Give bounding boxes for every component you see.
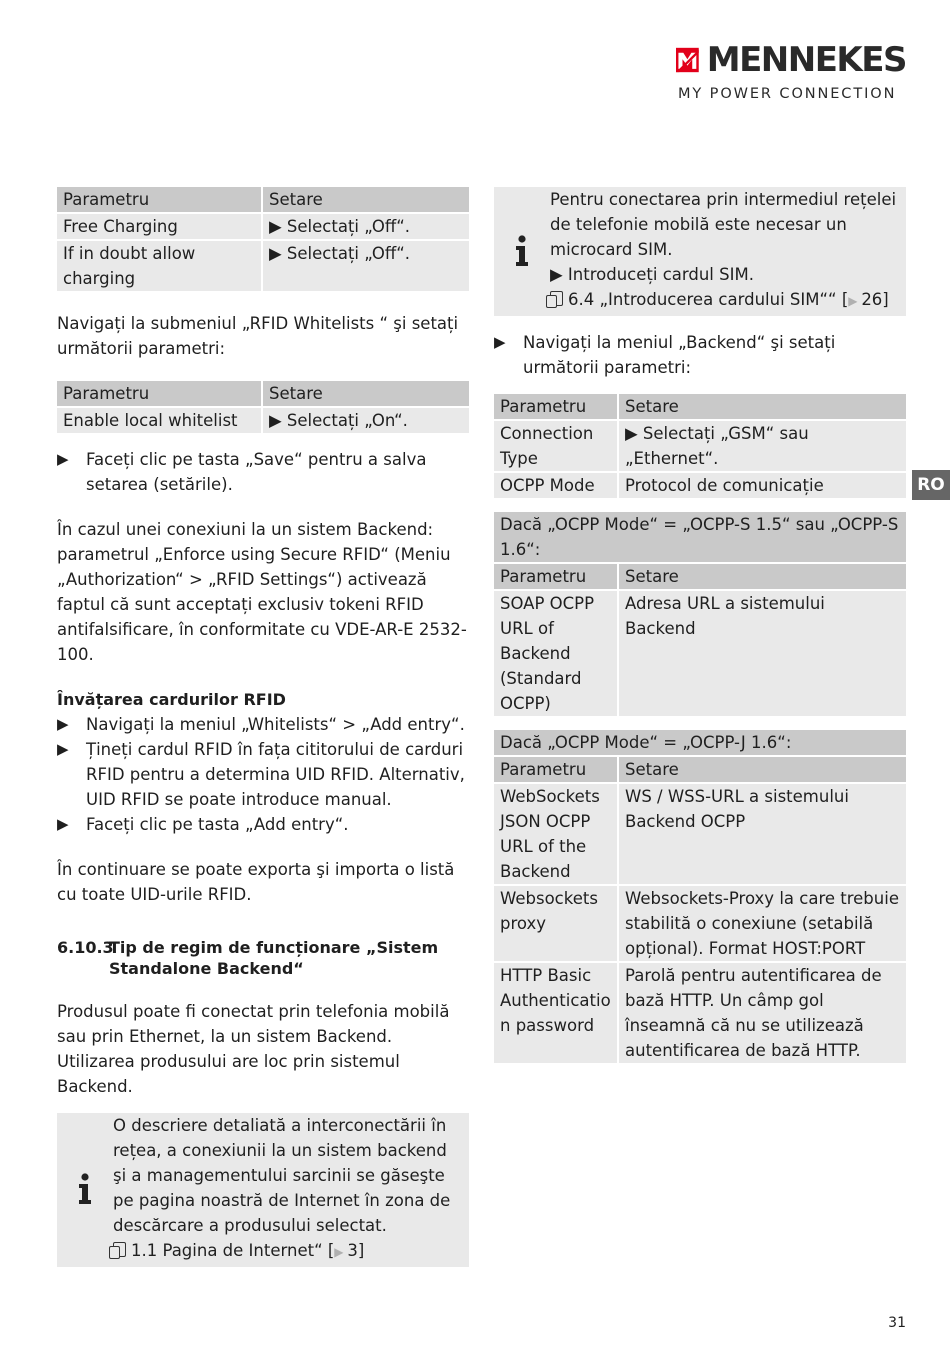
bullet-triangle-icon: ▶ <box>57 815 69 833</box>
reference-page: 3] <box>347 1241 365 1260</box>
table-caption: Dacă „OCPP Mode“ = „OCPP-S 1.5“ sau „OCPP-S 1.6“: <box>494 512 906 563</box>
page-arrow-icon: ▶ <box>334 1245 348 1259</box>
reference-icon <box>113 1242 126 1257</box>
table-cell: Adresa URL a sistemului Backend <box>618 590 906 716</box>
table-cell: Protocol de comunicație <box>618 472 906 498</box>
list-item <box>57 447 469 497</box>
table-cell: ▶ Selectați „Off“. <box>262 240 469 291</box>
bullet-triangle-icon: ▶ <box>57 740 69 758</box>
list-item-text: Faceți clic pe tasta „Add entry“. <box>86 815 349 834</box>
table-header: Setare <box>262 381 469 407</box>
list-item <box>494 330 906 380</box>
whitelist-table <box>57 381 469 433</box>
page-arrow-icon: ▶ <box>848 294 862 308</box>
list-item-text: Navigați la meniul „Backend“ şi setați următorii parametri: <box>523 333 836 377</box>
table-header: Setare <box>262 187 469 213</box>
table-row <box>494 420 906 472</box>
paragraph: Navigați la submeniul „RFID Whitelists “ şi setați următorii parametri: <box>57 314 459 358</box>
reference-text: 1.1 Pagina de Internet“ [ <box>131 1241 335 1260</box>
bullet-triangle-icon: ▶ <box>494 333 506 351</box>
reference-page: 26] <box>861 290 889 309</box>
table-row <box>57 240 469 291</box>
table-cell: Connection Type <box>494 420 618 472</box>
info-note <box>57 1113 469 1267</box>
table-cell: Websockets proxy <box>494 885 618 962</box>
section-heading <box>57 937 469 979</box>
table-header: Parametru <box>494 563 618 590</box>
table-cell: Parolă pentru autentificarea de bază HTTP. Un câmp gol înseamnă că nu se utilizează autentificarea de bază HTTP. <box>618 962 906 1063</box>
table-cell: SOAP OCPP URL of Backend (Standard OCPP) <box>494 590 618 716</box>
info-note <box>494 187 906 316</box>
list-item-text: Faceți clic pe tasta „Save“ pentru a salva setarea (setările). <box>86 450 427 494</box>
table-header: Parametru <box>494 756 618 783</box>
list-item <box>57 812 469 837</box>
table-cell: ▶ Selectați „Off“. <box>262 213 469 240</box>
mennekes-logo-icon <box>676 45 699 75</box>
table-row <box>494 962 906 1063</box>
table-header: Setare <box>618 394 906 420</box>
paragraph: În continuare se poate exporta şi importa o listă cu toate UID-urile RFID. <box>57 860 455 904</box>
table-header: Setare <box>618 756 906 783</box>
table-row <box>494 472 906 498</box>
reference-text: 6.4 „Introducerea cardului SIM““ [ <box>568 290 849 309</box>
table-header: Parametru <box>494 394 618 420</box>
right-column <box>494 187 906 1063</box>
page-number: 31 <box>888 1315 906 1331</box>
list-item-text: Navigați la meniul „Whitelists“ > „Add entry“. <box>86 715 465 734</box>
table-cell: Websockets-Proxy la care trebuie stabilită o conexiune (setabilă opțional). Format HOST:PORT <box>618 885 906 962</box>
charging-settings-table <box>57 187 469 291</box>
bullet-triangle-icon: ▶ <box>57 715 69 733</box>
table-cell: Enable local whitelist <box>57 407 262 433</box>
backend-settings-table <box>494 394 906 498</box>
table-row <box>494 885 906 962</box>
note-step: ▶ Introduceți cardul SIM. <box>550 265 754 284</box>
table-cell: OCPP Mode <box>494 472 618 498</box>
note-text: Pentru conectarea prin intermediul rețelei de telefonie mobilă este necesar un microcard SIM. <box>550 190 897 259</box>
section-title: Tip de regim de funcționare „Sistem Standalone Backend“ <box>109 938 439 978</box>
paragraph: Produsul poate fi conectat prin telefonia mobilă sau prin Ethernet, la un sistem Backend. Utilizarea produsului are loc prin sistemul Backend. <box>57 1002 450 1096</box>
ocpp-s-table <box>494 512 906 716</box>
table-row <box>57 213 469 240</box>
left-column <box>57 187 469 1267</box>
ocpp-j-table <box>494 730 906 1063</box>
language-tab: RO <box>912 470 950 500</box>
info-icon <box>57 1113 113 1265</box>
cross-reference[interactable] <box>550 287 900 314</box>
table-row <box>494 590 906 716</box>
table-caption: Dacă „OCPP Mode“ = „OCPP-J 1.6“: <box>494 730 906 756</box>
table-cell: WS / WSS-URL a sistemului Backend OCPP <box>618 783 906 885</box>
table-cell: Free Charging <box>57 213 262 240</box>
table-header: Setare <box>618 563 906 590</box>
reference-icon <box>550 291 563 306</box>
list-item <box>57 712 469 737</box>
brand-logo <box>676 42 906 107</box>
table-row <box>57 407 469 433</box>
table-cell: WebSockets JSON OCPP URL of the Backend <box>494 783 618 885</box>
table-header: Parametru <box>57 187 262 213</box>
paragraph: În cazul unei conexiuni la un sistem Backend: parametrul „Enforce using Secure RFID“ (Meniu „Authorization“ > „RFID Settings“) activează faptul că sunt acceptați exclusiv tokeni RFID antifalsificare, în conformitate cu VDE-AR-E 2532-100. <box>57 520 467 664</box>
subheading: Învățarea cardurilor RFID <box>57 690 286 709</box>
table-cell: HTTP Basic Authenticatio n password <box>494 962 618 1063</box>
cross-reference[interactable] <box>113 1238 463 1265</box>
info-icon <box>494 187 550 314</box>
table-cell: ▶ Selectați „On“. <box>262 407 469 433</box>
section-number: 6.10.3 <box>57 938 114 957</box>
table-header: Parametru <box>57 381 262 407</box>
table-row <box>494 783 906 885</box>
bullet-triangle-icon: ▶ <box>57 450 69 468</box>
note-text: O descriere detaliată a interconectării în rețea, a conexiunii la un sistem backend şi a managementului sarcinii se găseşte pe pagina noastră de Internet în zona de descărcare a produsului selectat. <box>113 1116 451 1235</box>
list-item-text: Țineți cardul RFID în fața cititorului de carduri RFID pentru a determina UID RFID. Alternativ, UID RFID se poate introduce manual. <box>86 740 465 809</box>
brand-tagline: MY POWER CONNECTION <box>678 86 897 102</box>
table-cell: If in doubt allow charging <box>57 240 262 291</box>
table-cell: ▶ Selectați „GSM“ sau „Ethernet“. <box>618 420 906 472</box>
brand-name: MENNEKES <box>706 40 906 80</box>
list-item <box>57 737 469 812</box>
